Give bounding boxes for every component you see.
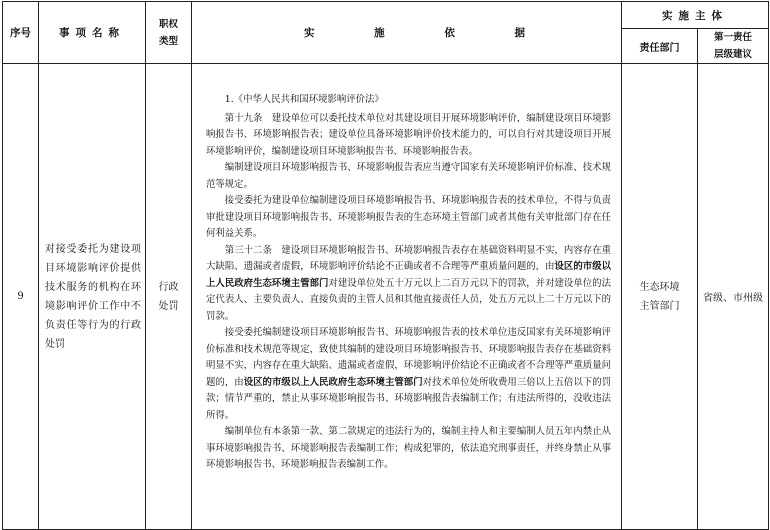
header-item-name: 事项名称 [39, 2, 146, 64]
header-first-resp-line1: 第一责任 [713, 32, 752, 43]
law-title: 1.《中华人民共和国环境影响评价法》 [224, 94, 384, 105]
header-first-resp-line2: 层级建议 [713, 49, 752, 60]
header-responsible-dept: 责任部门 [622, 29, 698, 64]
basis-p4-part-c: 对建设单位处五十万元以上二百万元以下的罚款，并对建设单位的法定代表人、主要负责人、直接负责的主管人员和其他直接责任人员，处五万元以上二十万元以下的罚款。 [206, 277, 611, 322]
basis-paragraph-5 [206, 325, 611, 424]
header-first-responsibility [698, 29, 769, 64]
header-basis-char-2: 施 [374, 27, 385, 39]
basis-paragraph-1: 第十九条 建设单位可以委托技术单位对其建设项目开展环境影响评价，编制建设项目环境影响报告书、环境影响报告表；建设单位具备环境影响评价技术能力的，可以自行对其建设项目开展环境影响评价，编制建设项目环境影响报告书、环境影响报告表。 [206, 112, 611, 157]
basis-p5-part-c: 对技术单位处所收费用三倍以上五倍以下的罚款；情节严重的，禁止从事环境影响报告书、环境影响报告表编制工作；有违法所得的，没收违法所得。 [206, 376, 611, 421]
row-basis [192, 64, 622, 530]
header-seq: 序号 [3, 2, 39, 64]
header-basis-char-4: 据 [514, 27, 525, 39]
header-basis-char-3: 依 [444, 27, 455, 39]
basis-p4-emphasis: 设区的市级以上人民政府生态环境主管部门 [206, 261, 611, 289]
basis-paragraph-3: 接受委托为建设单位编制建设项目环境影响报告书、环境影响报告表的技术单位，不得与负责审批建设项目环境影响报告书、环境影响报告表的生态环境主管部门或者其他有关审批部门存在任何利益关系。 [206, 195, 611, 239]
header-category-line2: 类型 [158, 35, 178, 47]
row-first-responsibility: 省级、市州级 [698, 64, 769, 530]
row-category-line2: 处罚 [158, 300, 179, 312]
header-category [146, 2, 192, 64]
row-responsible-dept [622, 64, 698, 530]
header-basis [192, 2, 622, 64]
basis-paragraph-6: 编制单位有本条第一款、第二款规定的违法行为的，编制主持人和主要编制人员五年内禁止从事环境影响报告书、环境影响报告表编制工作；构成犯罪的，依法追究刑事责任，并终身禁止从事环境影响报告书、环境影响报告表编制工作。 [206, 426, 611, 470]
basis-paragraph-4 [206, 243, 611, 326]
basis-paragraph-2: 编制建设项目环境影响报告书、环境影响报告表应当遵守国家有关环境影响评价标准、技术规范等规定。 [206, 162, 611, 190]
row-responsible-dept-line2: 主管部门 [639, 300, 680, 312]
row-category [146, 64, 192, 530]
row-seq: 9 [3, 64, 39, 530]
basis-p5-emphasis: 设区的市级以上人民政府生态环境主管部门 [243, 376, 423, 388]
row-category-line1: 行政 [158, 281, 179, 293]
row-responsible-dept-line1: 生态环境 [639, 281, 680, 293]
header-basis-char-1: 实 [304, 27, 315, 39]
header-category-line1: 职权 [158, 18, 178, 30]
authority-table [2, 1, 769, 530]
header-subject: 实施主体 [622, 2, 769, 29]
basis-p4-part-a: 第三十二条 建设项目环境影响报告书、环境影响报告表存在基础资料明显不实，内容存在重大缺陷、遗漏或者虚假，环境影响评价结论不正确或者不合理等严重质量问题的，由 [206, 244, 611, 272]
table-row [3, 64, 769, 530]
basis-p5-part-a: 接受委托编制建设项目环境影响报告书、环境影响报告表的技术单位违反国家有关环境影响评价标准和技术规范等规定，致使其编制的建设项目环境影响报告书、环境影响报告表存在基础资料明显不实，内容存在重大缺陷、遗漏或者虚假，环境影响评价结论不正确或者不合理等严重质量问题的，由 [206, 327, 611, 388]
row-item-name: 对接受委托为建设项目环境影响评价提供技术服务的机构在环境影响评价工作中不负责任等行为的行政处罚 [39, 64, 146, 530]
